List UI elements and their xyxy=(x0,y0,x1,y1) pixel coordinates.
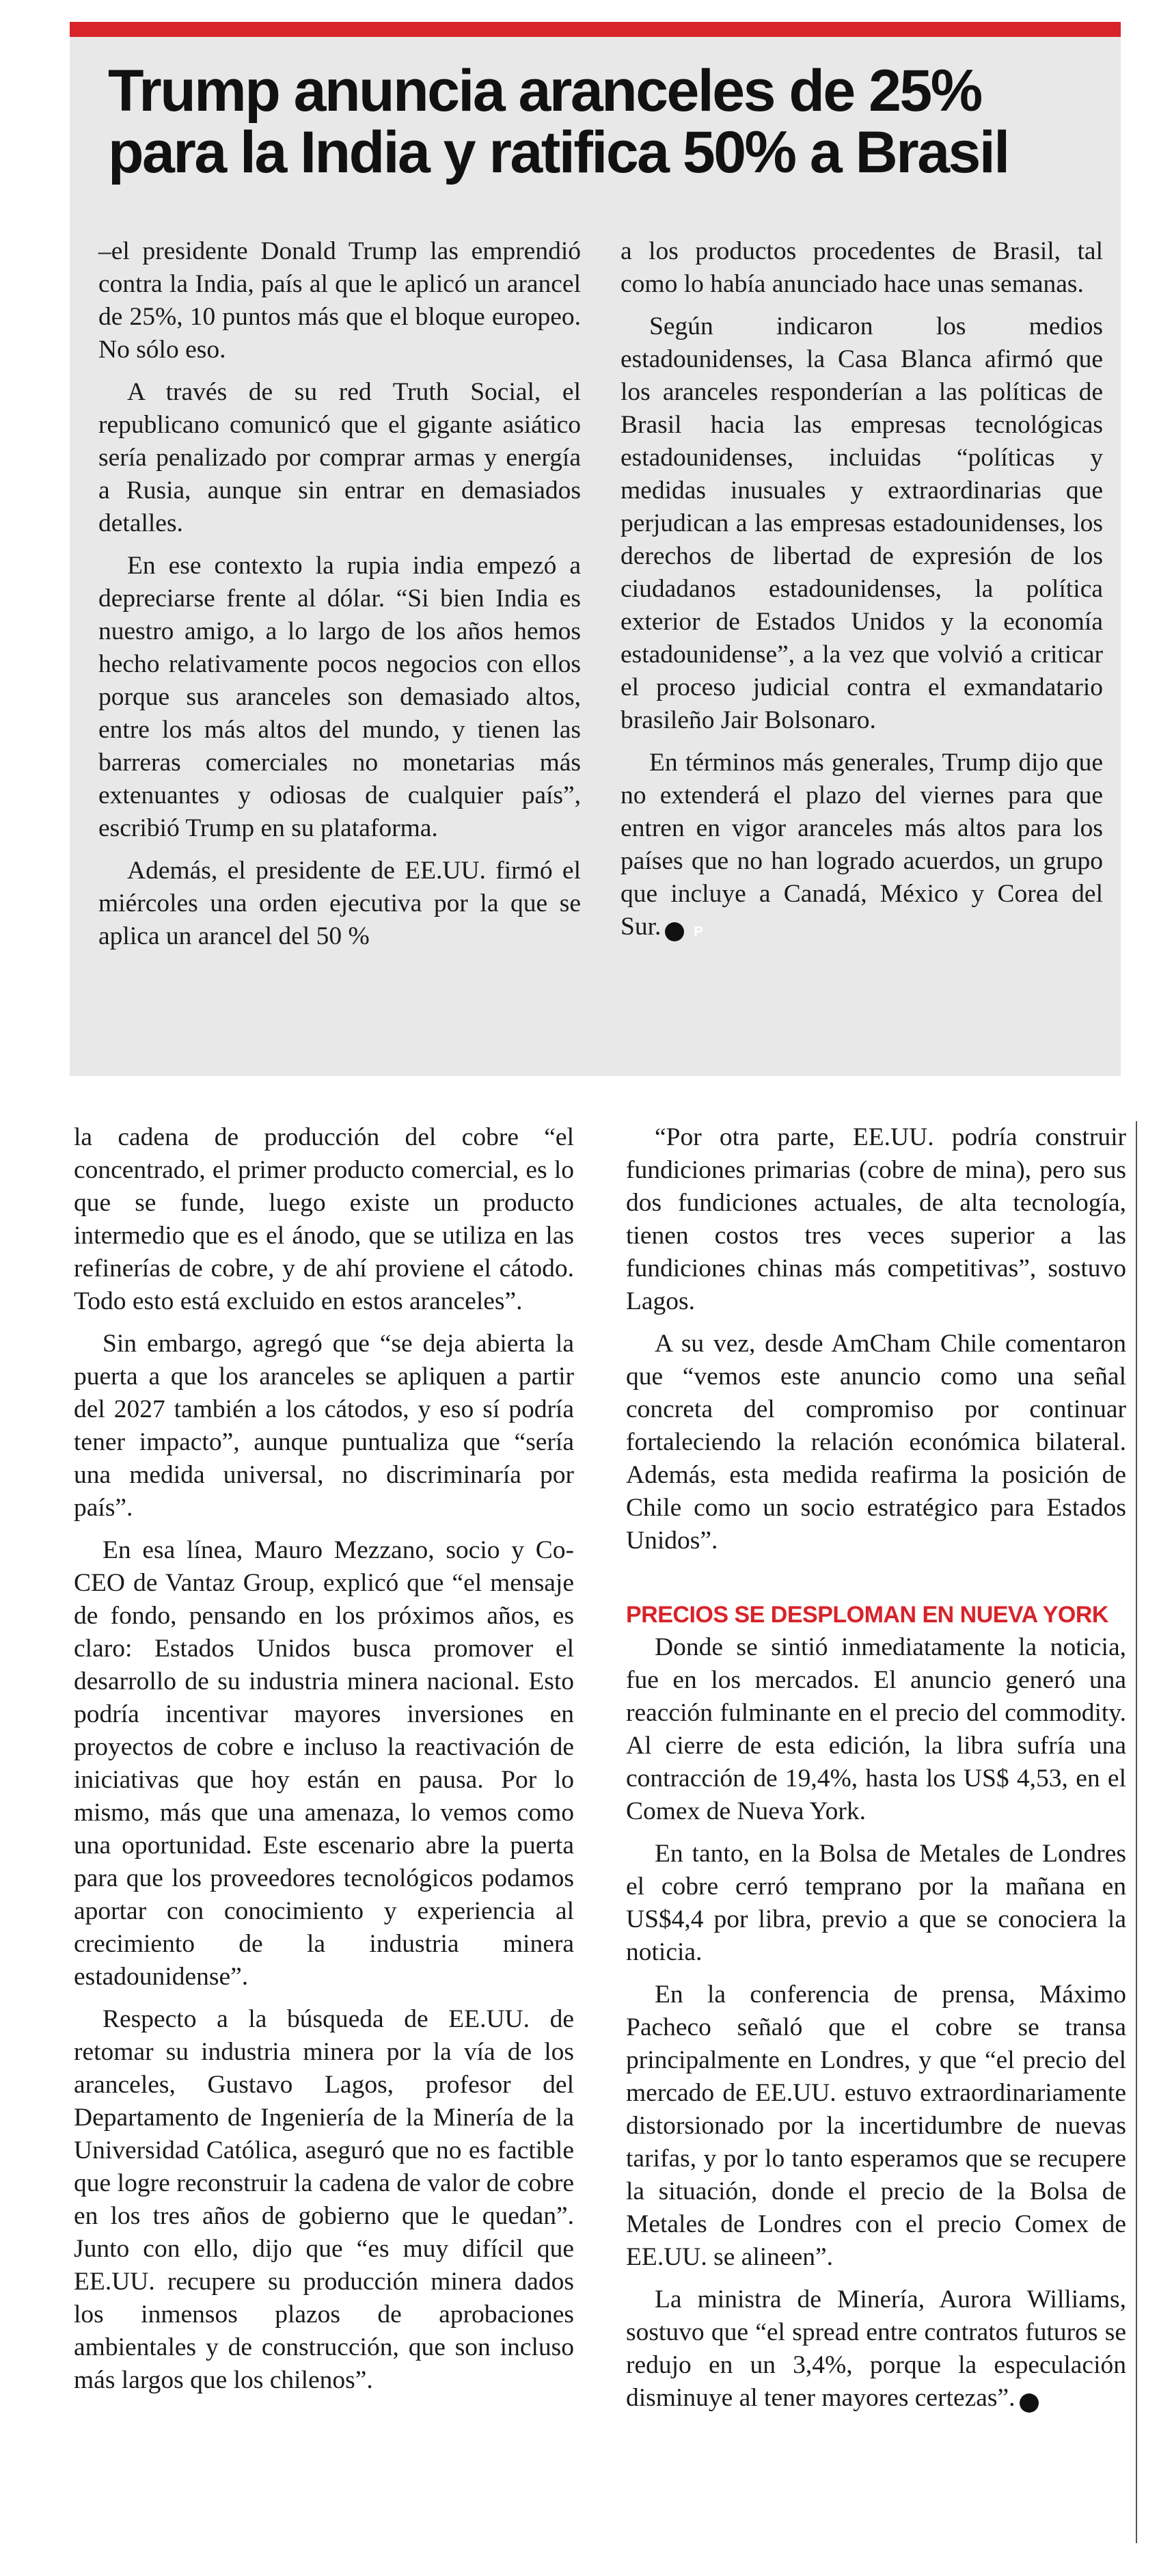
paragraph: Además, el presidente de EE.UU. firmó el miércoles una orden ejecutiva por la que se aplica un arancel del 50 % xyxy=(98,857,581,950)
paragraph: Donde se sintió inmediatamente la noticia, fue en los mercados. El anuncio generó una reacción fulminante en el precio del commodity. Al cierre de esta edición, la libra sufría una contracción de 19,4%, hasta los US$ 4,53, en el Comex de Nueva York. xyxy=(626,1633,1126,1825)
paragraph: En la conferencia de prensa, Máximo Pacheco señaló que el cobre se transa principalmente en Londres, y que “el precio del mercado de EE.UU. estuvo extraordinariamente distorsionado por la incertidumbre de nuevas tarifas, y por lo tanto esperamos que se recupere la situación, donde el precio de la Bolsa de Metales de Londres con el precio Comex de EE.UU. se alineen”. xyxy=(626,1981,1126,2271)
boxed-column-2 xyxy=(621,235,1103,953)
paragraph: Sin embargo, agregó que “se deja abierta la puerta a que los aranceles se apliquen a partir del 2027 también a los cátodos, y eso sí podría tener impacto”, aunque puntualiza que “sería una medida universal, no discriminaría por país”. xyxy=(74,1330,574,1522)
paragraph: En tanto, en la Bolsa de Metales de Londres el cobre cerró temprano por la mañana en US$4,4 por libra, previo a que se conociera la noticia. xyxy=(626,1840,1126,1966)
paragraph: En esa línea, Mauro Mezzano, socio y Co-CEO de Vantaz Group, explicó que “el mensaje de fondo, pensando en los próximos años, es claro: Estados Unidos busca promover el desarrollo de su industria minera nacional. Esto podría incentivar mayores inversiones en proyectos de cobre e incluso la reactivación de iniciativas que hoy están en pausa. Por lo mismo, más que una amenaza, lo vemos como una oportunidad. Este escenario abre la puerta para que los proveedores tecnológicos podamos aportar con conocimiento y experiencia al crecimiento de la industria minera estadounidense”. xyxy=(74,1536,574,1991)
right-column-rule xyxy=(1136,1121,1137,2543)
paragraph: Respecto a la búsqueda de EE.UU. de retomar su industria minera por la vía de los aranceles, Gustavo Lagos, profesor del Departamento de Ingeniería de la Minería de la Universidad Católica, aseguró que no es factible que logre reconstruir la cadena de valor de cobre en los tres años de gobierno que le quedan”. Junto con ello, dijo que “es muy difícil que EE.UU. recupere su producción minera dados los inmensos plazos de aprobaciones ambientales y de construcción, que son incluso más largos que los chilenos”. xyxy=(74,2005,574,2394)
paragraph: A su vez, desde AmCham Chile comentaron que “vemos este anuncio como una señal concreta del compromiso por continuar fortaleciendo la relación económica bilateral. Además, esta medida reafirma la posición de Chile como un socio estratégico para Estados Unidos”. xyxy=(626,1330,1126,1555)
end-mark-icon: P xyxy=(665,922,684,941)
paragraph: “Por otra parte, EE.UU. podría construir fundiciones primarias (cobre de mina), pero sus dos fundiciones actuales, de alta tecnología, tienen costos tres veces superior a las fundiciones chinas más competitivas”, sostuvo Lagos. xyxy=(626,1123,1126,1315)
story-column-1 xyxy=(74,1121,574,2415)
paragraph: A través de su red Truth Social, el republicano comunicó que el gigante asiático sería penalizado por comprar armas y energía a Rusia, aunque sin entrar en demasiados detalles. xyxy=(98,378,581,537)
paragraph-text: La ministra de Minería, Aurora Williams, sostuvo que “el spread entre contratos futuros se redujo en un 3,4%, porque la especulación disminuye al tener mayores certezas”. xyxy=(626,2285,1126,2412)
paragraph: Según indicaron los medios estadounidenses, la Casa Blanca afirmó que los aranceles responderían a las políticas de Brasil hacia las empresas tecnológicas estadounidenses, incluidas “políticas y medidas inusuales y extraordinarias que perjudican a las empresas estadounidenses, los derechos de libertad de expresión de los ciudadanos estadounidenses, la política exterior de Estados Unidos y la economía estadounidense”, a la vez que volvió a criticar el proceso judicial contra el exmandatario brasileño Jair Bolsonaro. xyxy=(621,312,1103,734)
paragraph: En ese contexto la rupia india empezó a depreciarse frente al dólar. “Si bien India es nuestro amigo, a lo largo de los años hemos hecho relativamente pocos negocios con ellos porque sus aranceles son demasiado altos, entre los más altos del mundo, y tienen las barreras comerciales no monetarias más extenuantes y odiosas de cualquier país”, escribió Trump en su plataforma. xyxy=(98,552,581,842)
boxed-article xyxy=(70,22,1121,1076)
end-mark-icon: P xyxy=(1020,2393,1039,2413)
paragraph-last xyxy=(621,747,1103,943)
boxed-columns xyxy=(98,235,1103,953)
paragraph-last xyxy=(626,2283,1126,2415)
headline: Trump anuncia aranceles de 25% para la India y ratifica 50% a Brasil xyxy=(108,58,1009,185)
red-top-rule xyxy=(70,22,1121,37)
paragraph: la cadena de producción del cobre “el concentrado, el primer producto comercial, es lo que se funde, luego existe un producto intermedio que es el ánodo, que se utiliza en las refinerías de cobre, y de ahí proviene el cátodo. Todo esto está excluido en estos aranceles”. xyxy=(74,1123,574,1315)
section-subhead: PRECIOS SE DESPLOMAN EN NUEVA YORK xyxy=(626,1602,1108,1628)
story-column-2 xyxy=(626,1121,1126,2415)
paragraph-text: En términos más generales, Trump dijo que no extenderá el plazo del viernes para que entren en vigor aranceles más altos para los países que no han logrado acuerdos, un grupo que incluye a Canadá, México y Corea del Sur. xyxy=(621,749,1103,941)
main-story xyxy=(74,1121,1126,2415)
paragraph: a los productos procedentes de Brasil, tal como lo había anunciado hace unas semanas. xyxy=(621,237,1103,298)
boxed-column-1 xyxy=(98,235,581,953)
paragraph: –el presidente Donald Trump las emprendió contra la India, país al que le aplicó un arancel de 25%, 10 puntos más que el bloque europeo. No sólo eso. xyxy=(98,237,581,364)
